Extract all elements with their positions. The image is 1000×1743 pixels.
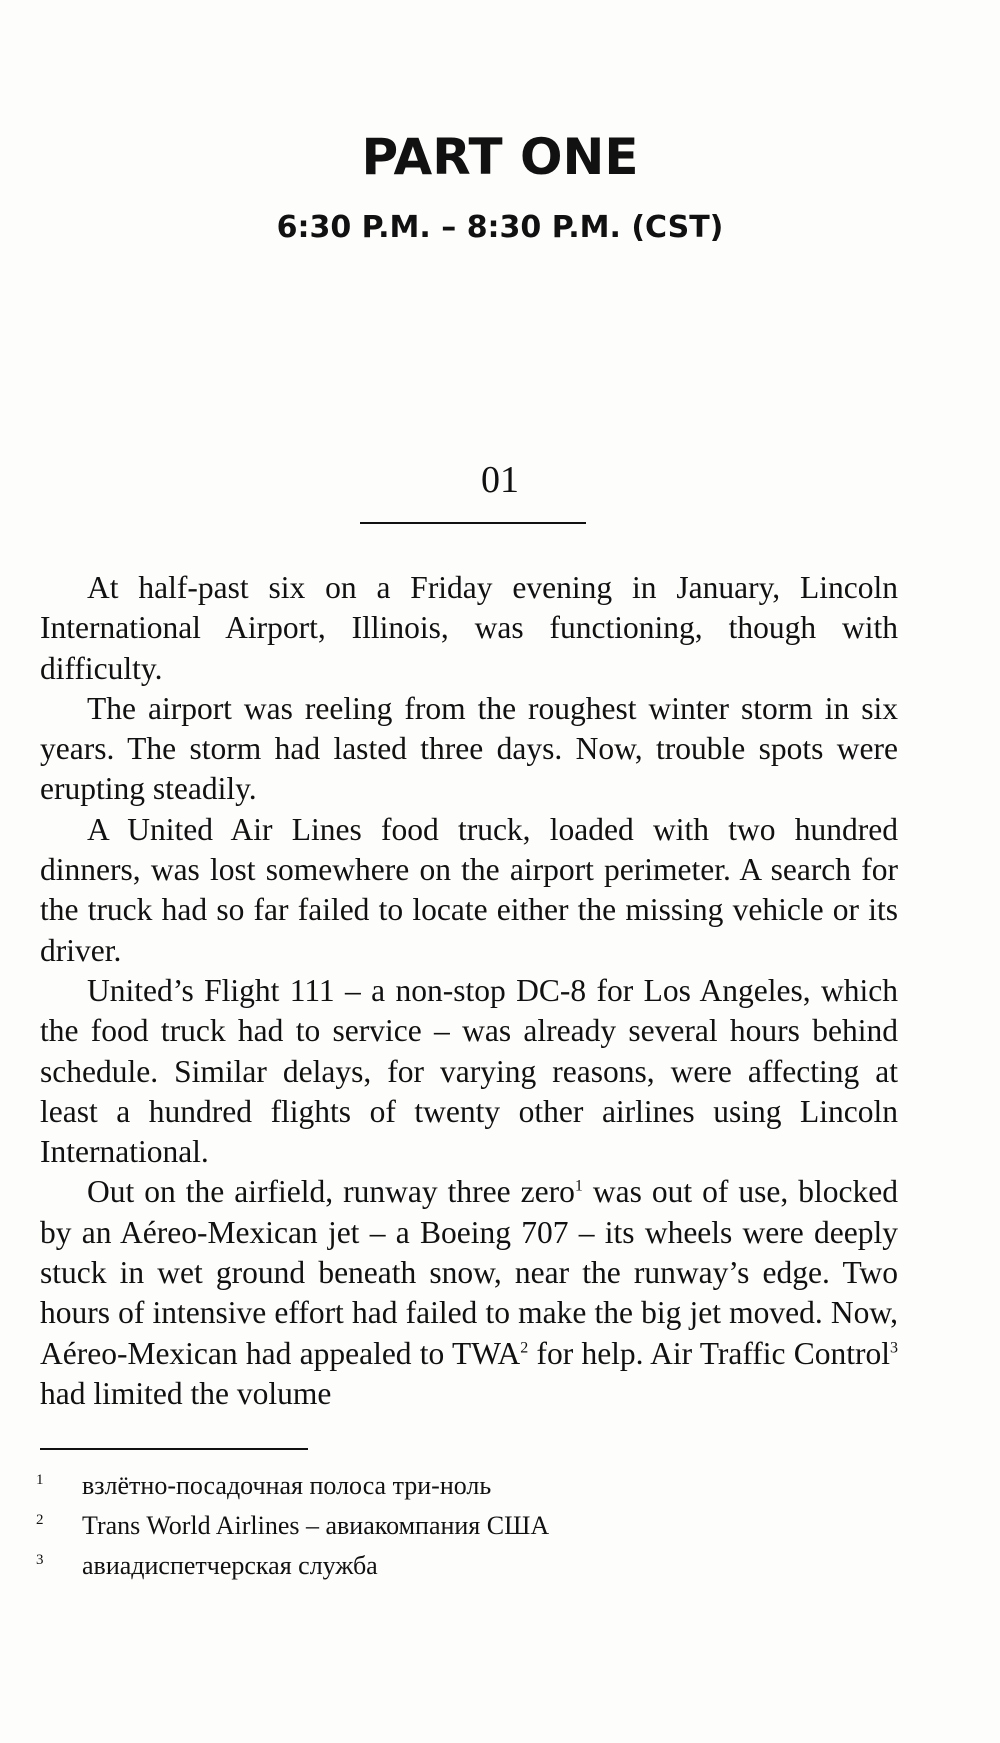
footnote-ref-3: 3 — [890, 1339, 898, 1357]
paragraph-5-part-3: for help. Air Traffic Control — [528, 1335, 890, 1371]
paragraph-5-part-1: Out on the airfield, runway three zero — [87, 1174, 575, 1210]
footnote-divider — [40, 1448, 308, 1450]
footnote-ref-2: 2 — [520, 1339, 529, 1357]
footnote-1 — [36, 1468, 896, 1508]
footnote-mark: 3 — [36, 1552, 44, 1568]
footnote-ref-1: 1 — [574, 1177, 583, 1195]
paragraph-4: United’s Flight 111 – a non-stop DC-8 for Los Angeles, which the food truck had to service – was already several hours behind schedule. Similar delays, for varying reasons, were affecting at least a hundred flights of twenty other airlines using Lincoln International. — [40, 972, 898, 1170]
footnote-text: авиадиспетчерская служба — [82, 1551, 378, 1580]
paragraph-5-part-4: had limited the volume — [40, 1375, 332, 1411]
footnotes — [36, 1468, 896, 1588]
chapter-divider — [360, 522, 586, 524]
part-title: PART ONE — [361, 128, 639, 186]
chapter-number: 01 — [481, 459, 519, 501]
footnote-text: Trans World Airlines – авиакомпания США — [82, 1511, 550, 1540]
footnote-mark: 1 — [36, 1472, 44, 1488]
part-time-range: 6:30 P.M. – 8:30 P.M. (CST) — [276, 210, 724, 245]
footnote-text: взлётно-посадочная полоса три-ноль — [82, 1471, 492, 1500]
chapter-body — [40, 568, 898, 1414]
paragraph-2: The airport was reeling from the roughest winter storm in six years. The storm had lasted three days. Now, trouble spots were erupting steadily. — [40, 690, 898, 807]
paragraph-1: At half-past six on a Friday evening in January, Lincoln International Airport, Illinois, was functioning, though with difficulty. — [40, 570, 898, 686]
paragraph-5-part-2: was out of use, blocked by an Aéreo-Mexican jet – a Boeing 707 – its wheels were deeply stuck in wet ground beneath snow, near the runway’s edge. Two hours of intensive effort had failed to make the big jet moved. Now, Aéreo-Mexican had appealed to TWA — [40, 1174, 899, 1371]
paragraph-3: A United Air Lines food truck, loaded with two hundred dinners, was lost somewhere on the airport perimeter. A search for the truck had so far failed to locate either the missing vehicle or its driver. — [40, 811, 898, 968]
footnote-3 — [36, 1548, 896, 1588]
paragraph-5 — [40, 1172, 898, 1414]
footnote-mark: 2 — [36, 1512, 44, 1528]
footnote-2 — [36, 1508, 896, 1548]
